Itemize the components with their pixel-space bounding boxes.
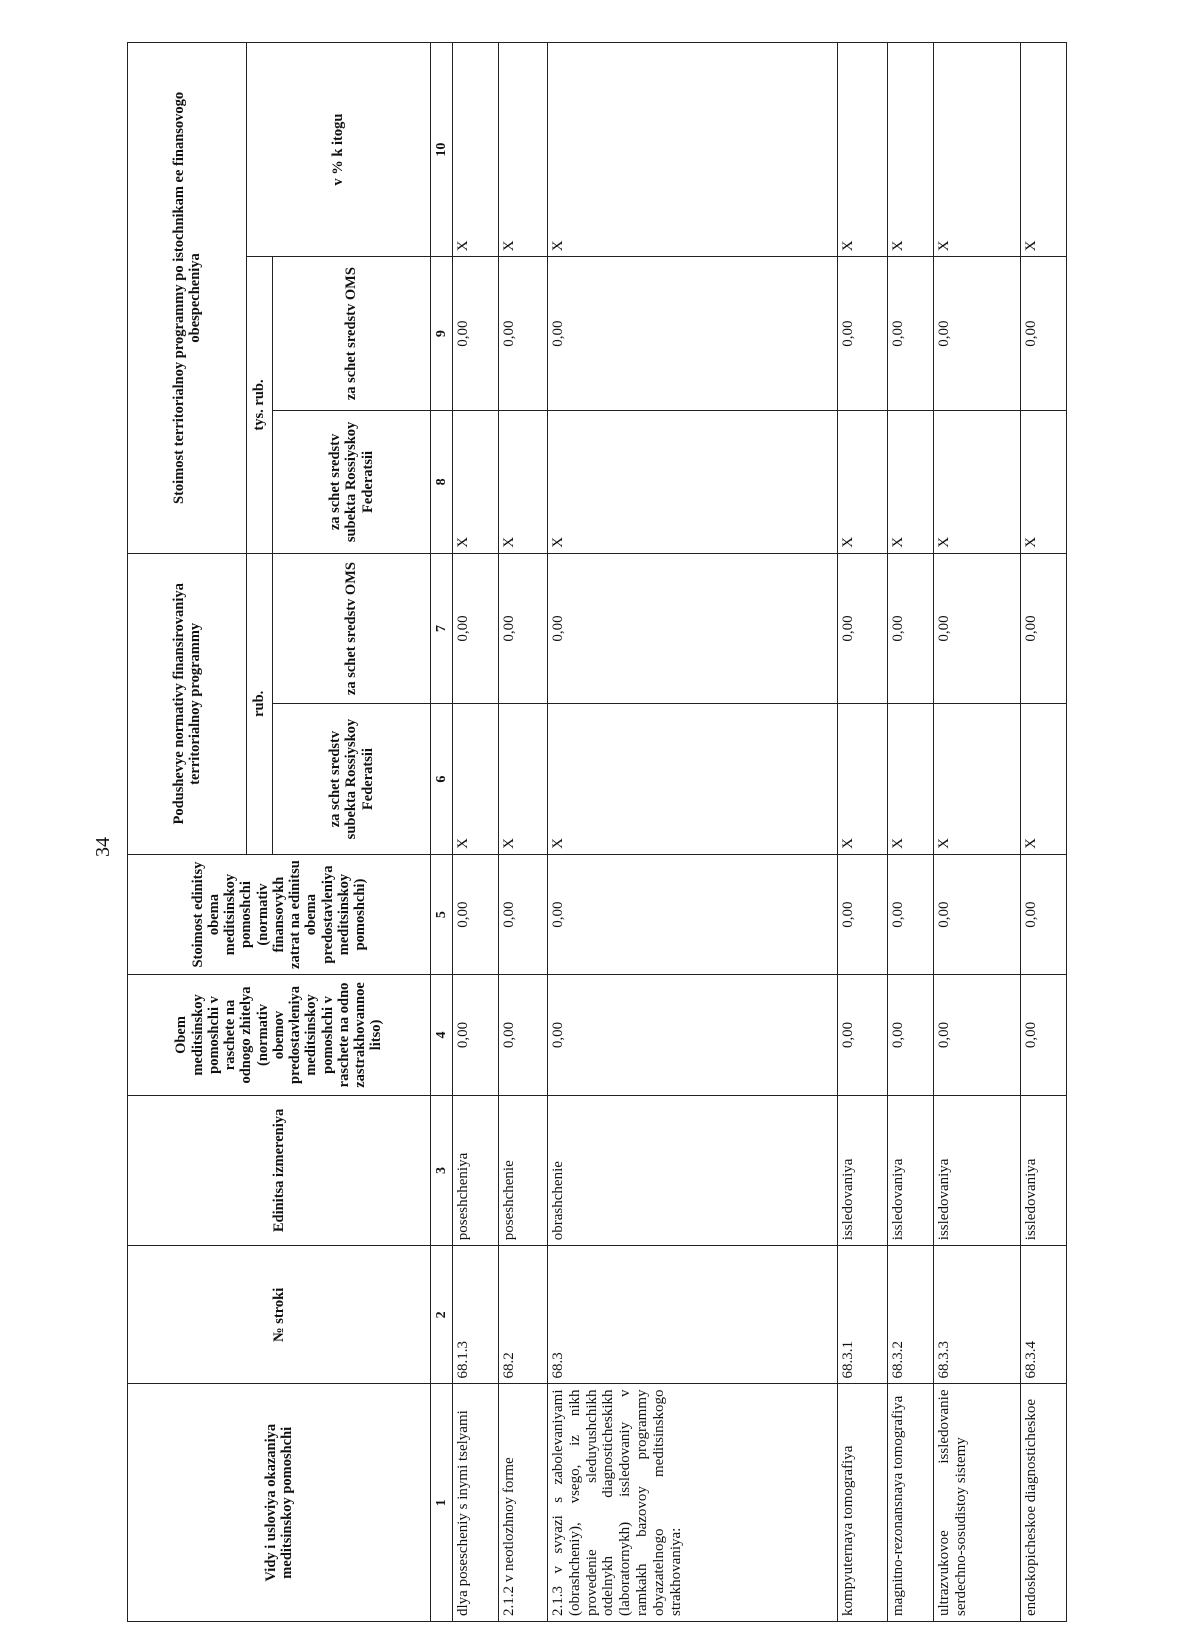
- row-cost-subject: X: [838, 411, 888, 554]
- row-cost-oms: 0,00: [1021, 257, 1067, 411]
- row-norm-subject: X: [934, 704, 1021, 855]
- row-volume: 0,00: [934, 975, 1021, 1095]
- row-cost: 0,00: [888, 854, 934, 974]
- row-volume: 0,00: [888, 975, 934, 1095]
- row-cost: 0,00: [499, 854, 548, 974]
- row-norm-oms: 0,00: [548, 553, 838, 704]
- header-group-normatives: Podushevye normativy finansirovaniya territorialnoy programmy: [128, 553, 247, 854]
- row-cost: 0,00: [838, 854, 888, 974]
- column-number: 8: [431, 411, 453, 554]
- row-cost: 0,00: [453, 854, 499, 974]
- table-row: [1021, 43, 1067, 1622]
- row-name: ultrazvukovoe issledovanie serdechno-sosudistoy sistemy: [934, 1384, 1021, 1622]
- header-group-cost: Stoimost territorialnoy programmy po istochnikam ee finansovogo obespecheniya: [128, 43, 247, 554]
- row-unit: obrashchenie: [548, 1095, 838, 1246]
- row-volume: 0,00: [499, 975, 548, 1095]
- row-unit: issledovaniya: [934, 1095, 1021, 1246]
- row-norm-oms: 0,00: [453, 553, 499, 704]
- row-line-number: 68.3: [548, 1246, 838, 1384]
- row-percent: X: [453, 43, 499, 257]
- row-unit: issledovaniya: [838, 1095, 888, 1246]
- row-cost-subject: X: [934, 411, 1021, 554]
- row-cost-oms: 0,00: [453, 257, 499, 411]
- row-volume: 0,00: [548, 975, 838, 1095]
- row-unit: issledovaniya: [1021, 1095, 1067, 1246]
- row-cost-oms: 0,00: [499, 257, 548, 411]
- row-cost: 0,00: [548, 854, 838, 974]
- row-unit: poseshcheniya: [453, 1095, 499, 1246]
- row-cost-subject: X: [548, 411, 838, 554]
- row-volume: 0,00: [838, 975, 888, 1095]
- row-norm-oms: 0,00: [499, 553, 548, 704]
- row-line-number: 68.2: [499, 1246, 548, 1384]
- row-cost-subject: X: [453, 411, 499, 554]
- row-line-number: 68.3.4: [1021, 1246, 1067, 1384]
- column-number: 2: [431, 1246, 453, 1384]
- row-percent: X: [838, 43, 888, 257]
- table-row: [453, 43, 499, 1622]
- table-row: [838, 43, 888, 1622]
- column-number: 3: [431, 1095, 453, 1246]
- financing-table: [127, 42, 1067, 1622]
- row-cost-oms: 0,00: [934, 257, 1021, 411]
- row-norm-subject: X: [548, 704, 838, 855]
- header-col3: Edinitsa izmereniya: [128, 1095, 431, 1246]
- row-line-number: 68.1.3: [453, 1246, 499, 1384]
- header-col1: Vidy i usloviya okazaniya meditsinskoy pomoshchi: [128, 1384, 431, 1622]
- column-number: 6: [431, 704, 453, 855]
- row-norm-oms: 0,00: [838, 553, 888, 704]
- row-norm-subject: X: [499, 704, 548, 855]
- header-col4: Obem meditsinskoy pomoshchi v raschete na odnogo zhitelya (normativ obemov predostavleniya meditsinskoy pomoshchi v raschete na odno zastrakhovannoe litso): [128, 975, 431, 1095]
- column-number: 1: [431, 1384, 453, 1622]
- row-cost-oms: 0,00: [888, 257, 934, 411]
- row-volume: 0,00: [453, 975, 499, 1095]
- table-row: [888, 43, 934, 1622]
- row-cost-subject: X: [499, 411, 548, 554]
- row-percent: X: [1021, 43, 1067, 257]
- row-volume: 0,00: [1021, 975, 1067, 1095]
- row-name: 2.1.3 v svyazi s zabolevaniyami (obrashcheniy), vsego, iz nikh provedenie sleduyushchikh otdelnykh diagnosticheskikh (laboratornykh) issledovaniy v ramkakh bazovoy programmy obyazatelnogo meditsinskogo strakhovaniya:: [548, 1384, 838, 1622]
- row-percent: X: [934, 43, 1021, 257]
- row-norm-subject: X: [1021, 704, 1067, 855]
- header-col10: v % k itogu: [247, 43, 431, 257]
- table-row: [934, 43, 1021, 1622]
- row-cost-oms: 0,00: [548, 257, 838, 411]
- table-row: [548, 43, 838, 1622]
- column-number: 10: [431, 43, 453, 257]
- row-line-number: 68.3.3: [934, 1246, 1021, 1384]
- row-percent: X: [888, 43, 934, 257]
- header-col6: za schet sredstv subekta Rossiyskoy Federatsii: [273, 704, 431, 855]
- column-number: 7: [431, 553, 453, 704]
- column-number: 5: [431, 854, 453, 974]
- header-unit-rub: rub.: [247, 553, 273, 854]
- row-norm-oms: 0,00: [934, 553, 1021, 704]
- table-row: [499, 43, 548, 1622]
- row-norm-subject: X: [888, 704, 934, 855]
- row-norm-subject: X: [453, 704, 499, 855]
- row-cost: 0,00: [1021, 854, 1067, 974]
- row-line-number: 68.3.1: [838, 1246, 888, 1384]
- row-name: 2.1.2 v neotlozhnoy forme: [499, 1384, 548, 1622]
- row-norm-oms: 0,00: [888, 553, 934, 704]
- page-number: 34: [92, 837, 114, 857]
- row-norm-oms: 0,00: [1021, 553, 1067, 704]
- row-cost-subject: X: [1021, 411, 1067, 554]
- header-col9: za schet sredstv OMS: [273, 257, 431, 411]
- header-col5: Stoimost edinitsy obema meditsinskoy pomoshchi (normativ finansovykh zatrat na edinitsu obema predostavleniya meditsinskoy pomoshchi): [128, 854, 431, 974]
- column-number: 4: [431, 975, 453, 1095]
- row-norm-subject: X: [838, 704, 888, 855]
- row-percent: X: [499, 43, 548, 257]
- row-name: dlya posescheniy s inymi tselyami: [453, 1384, 499, 1622]
- row-name: kompyuternaya tomografiya: [838, 1384, 888, 1622]
- header-unit-thousand-rub: tys. rub.: [247, 257, 273, 554]
- row-unit: poseshchenie: [499, 1095, 548, 1246]
- row-cost-subject: X: [888, 411, 934, 554]
- header-col2: № stroki: [128, 1246, 431, 1384]
- row-percent: X: [548, 43, 838, 257]
- column-number: 9: [431, 257, 453, 411]
- row-name: endoskopicheskoe diagnosticheskoe: [1021, 1384, 1067, 1622]
- header-col8: za schet sredstv subekta Rossiyskoy Federatsii: [273, 411, 431, 554]
- header-col7: za schet sredstv OMS: [273, 553, 431, 704]
- row-unit: issledovaniya: [888, 1095, 934, 1246]
- row-cost-oms: 0,00: [838, 257, 888, 411]
- row-name: magnitno-rezonansnaya tomografiya: [888, 1384, 934, 1622]
- row-cost: 0,00: [934, 854, 1021, 974]
- row-line-number: 68.3.2: [888, 1246, 934, 1384]
- rotated-table-container: [127, 42, 1039, 1622]
